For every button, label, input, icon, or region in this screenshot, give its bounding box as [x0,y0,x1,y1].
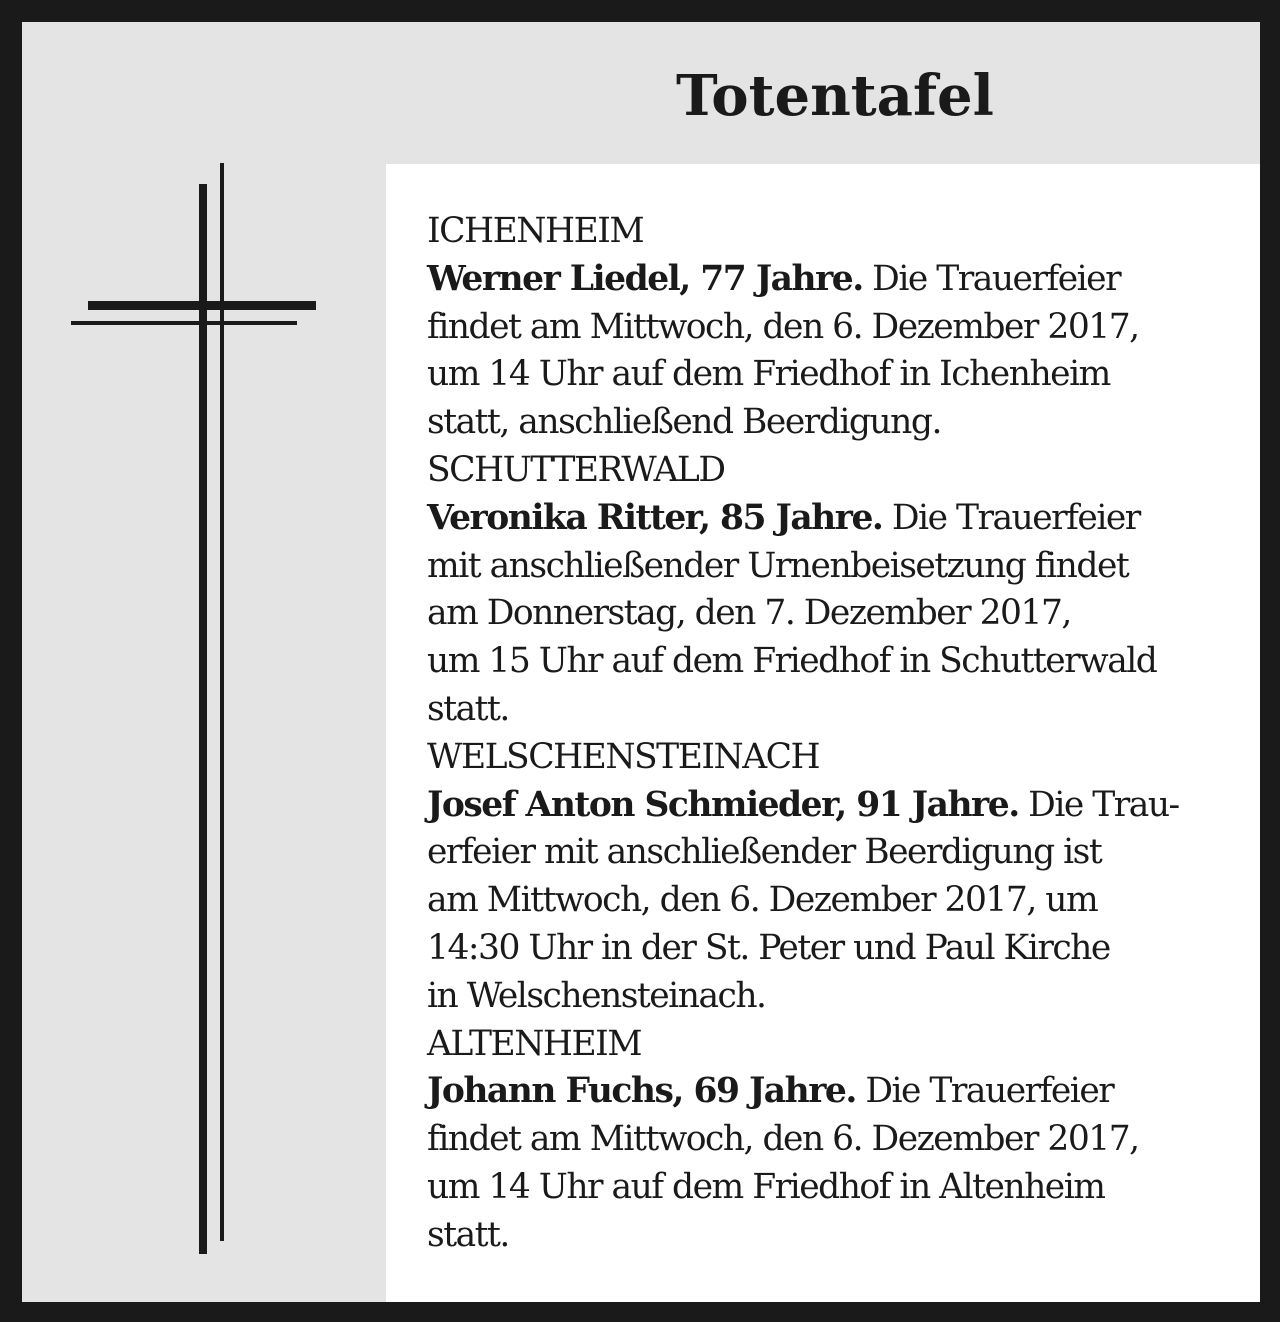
entry-name: Josef Anton Schmieder, 91 Jahre. [427,784,1019,825]
obituary-entries [427,208,1227,1260]
entry-place: ICHENHEIM [427,211,644,251]
page-title: Totentafel [676,63,994,129]
cross-icon [22,22,422,1302]
entry-text: am Mittwoch, den 6. Dezember 2017, um [427,880,1098,921]
obituary-entry [427,447,1227,734]
entry-text: mit anschließender Urnenbeisetzung findet [427,545,1129,586]
obituary-entry [427,734,1227,1021]
entry-text: erfeier mit anschließender Beerdigung ist [427,832,1102,873]
obituary-entry [427,208,1227,447]
entry-text: Die Trauerfeier [855,1071,1114,1112]
entry-first-line [427,782,1227,830]
entry-text: findet am Mittwoch, den 6. Dezember 2017, [427,1119,1139,1160]
entry-name: Johann Fuchs, 69 Jahre. [427,1071,856,1112]
entry-text: in Welschensteinach. [427,975,766,1016]
entry-text: Die Trauerfeier [882,497,1140,538]
entry-text: um 14 Uhr auf dem Friedhof in Ichenheim [427,354,1110,395]
entry-text: statt. [427,688,509,729]
entry-name: Werner Liedel, 77 Jahre. [427,258,863,299]
entry-name: Veronika Ritter, 85 Jahre. [427,497,883,538]
entry-text: um 15 Uhr auf dem Friedhof in Schutterwald [427,641,1157,682]
obituary-entry [427,1021,1227,1260]
entry-first-line [427,1068,1227,1116]
entry-place: SCHUTTERWALD [427,449,725,490]
entry-text: um 14 Uhr auf dem Friedhof in Altenheim [427,1166,1105,1207]
entry-place: ALTENHEIM [427,1023,642,1064]
entry-text: statt, anschließend Beerdigung. [427,402,941,443]
entry-first-line [427,256,1227,304]
entry-text: statt. [427,1214,509,1255]
entry-first-line [427,495,1227,543]
entry-place: WELSCHENSTEINACH [427,736,820,777]
obituary-list [386,164,1260,1302]
entry-text: 14:30 Uhr in der St. Peter und Paul Kirche [427,927,1110,968]
entry-text: findet am Mittwoch, den 6. Dezember 2017, [427,306,1139,347]
entry-text: am Donnerstag, den 7. Dezember 2017, [427,593,1071,634]
entry-text: Die Trau- [1018,784,1179,825]
entry-text: Die Trauerfeier [862,258,1121,299]
